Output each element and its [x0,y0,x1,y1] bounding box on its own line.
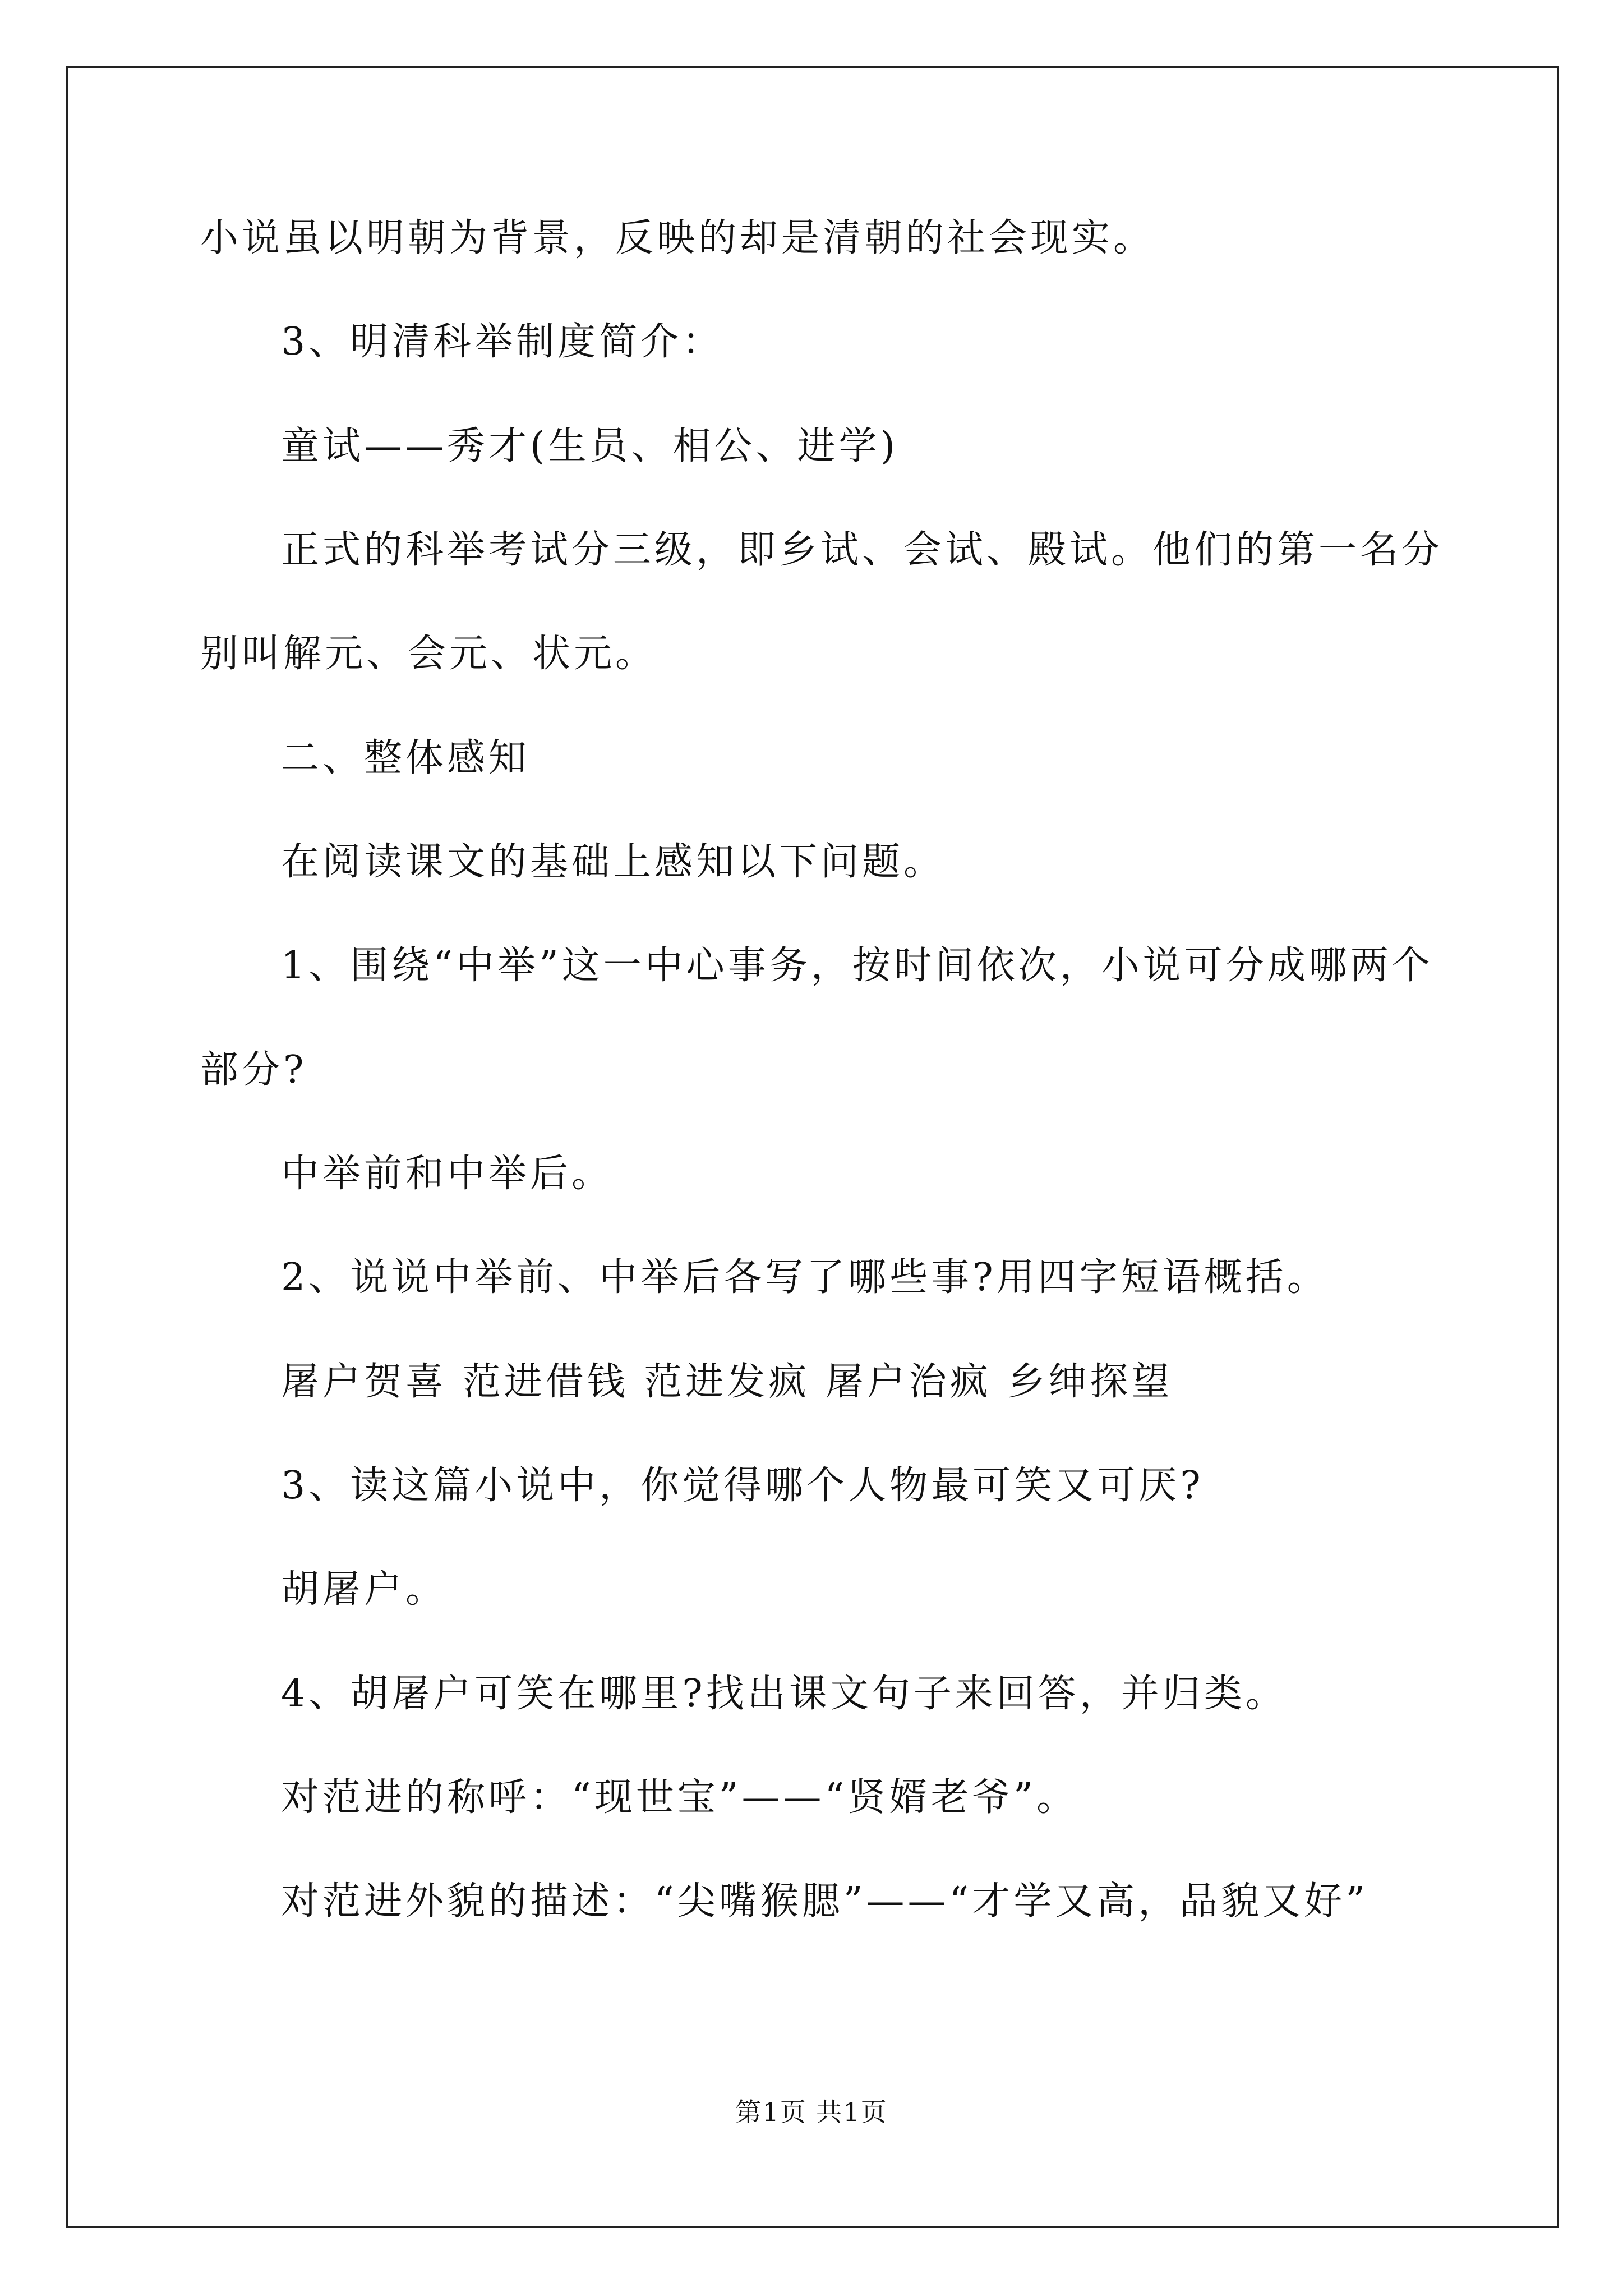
page-footer: 第1页 共1页 [735,2097,888,2127]
paragraph-line: 1、围绕“中举”这一中心事务，按时间依次，小说可分成哪两个 [281,944,1433,988]
paragraph-line: 中举前和中举后。 [281,1152,614,1196]
paragraph-line: 屠户贺喜 范进借钱 范进发疯 屠户治疯 乡绅探望 [281,1360,1173,1404]
paragraph-line: 对范进的称呼：“现世宝”——“贤婿老爷”。 [281,1775,1078,1820]
section-heading: 二、整体感知 [281,736,531,780]
paragraph-line: 童试——秀才(生员、相公、进学) [281,424,899,468]
paragraph-line: 对范进外貌的描述：“尖嘴猴腮”——“才学又高，品貌又好” [281,1879,1369,1924]
paragraph-line: 3、读这篇小说中，你觉得哪个人物最可笑又可厌? [281,1464,1204,1508]
paragraph-line: 小说虽以明朝为背景，反映的却是清朝的社会现实。 [200,216,1155,260]
paragraph-line: 3、明清科举制度简介： [281,320,724,364]
paragraph-line: 别叫解元、会元、状元。 [200,632,657,676]
paragraph-line: 正式的科举考试分三级，即乡试、会试、殿试。他们的第一名分 [281,528,1444,572]
paragraph-line: 在阅读课文的基础上感知以下问题。 [281,840,946,884]
paragraph-line: 2、说说中举前、中举后各写了哪些事?用四字短语概括。 [281,1255,1329,1300]
paragraph-line: 部分? [200,1048,307,1092]
paragraph-line: 4、胡屠户可笑在哪里?找出课文句子来回答，并归类。 [281,1672,1287,1716]
paragraph-line: 胡屠户。 [281,1567,448,1612]
